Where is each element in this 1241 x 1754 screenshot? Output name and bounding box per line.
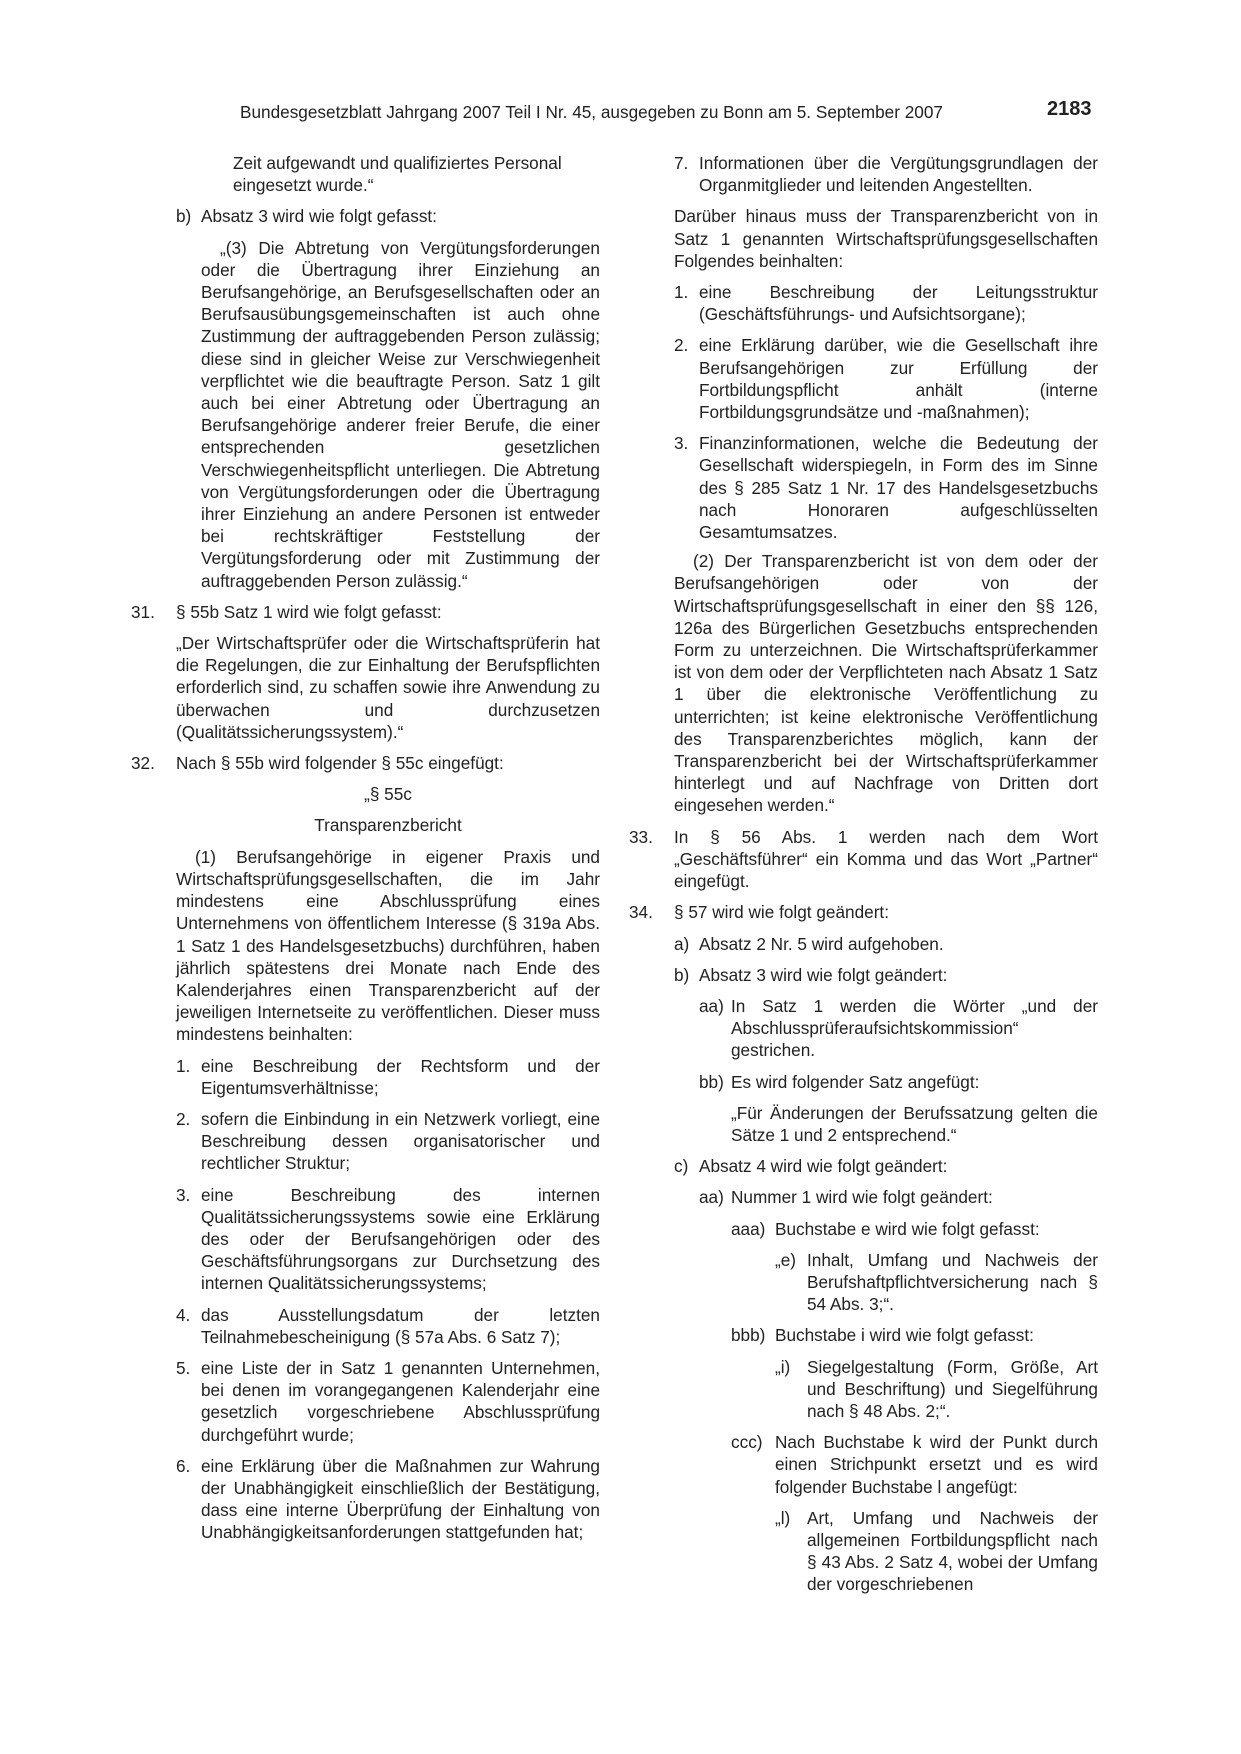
sub-item-bb xyxy=(674,1071,1098,1093)
item-text: Inhalt, Umfang und Nachweis der Berufshaftpflichtversicherung nach § 54 Abs. 3;“. xyxy=(807,1249,1098,1315)
list-number: 6. xyxy=(176,1455,191,1476)
continued-line: Zeit aufgewandt und qualifiziertes Personal xyxy=(233,153,562,173)
list-number: 3. xyxy=(176,1184,191,1205)
letter-l xyxy=(674,1507,1098,1596)
item-number: 32. xyxy=(131,753,155,774)
absatz-2: (2) Der Transparenzbericht ist von dem oder der Berufsangehörigen oder von der Wirtschaftsprüfungsgesellschaft in einer den §§ 126, 126a des Bürgerlichen Gesetzbuchs entsprechenden Form zu unterzeichnen. Die Wirtschaftsprüferkammer ist von dem oder der Verpflichteten nach Absatz 1 Satz 1 über die elektronische Veröffentlichung zu unterrichten; ist keine elektronische Veröffentlichung des Transparenzberichtes möglich, kann der Transparenzbericht bei der Wirtschaftsprüferkammer hinterlegt und auf Nachfrage von Dritten dort eingesehen werden.“ xyxy=(674,551,1098,816)
item-label: „l) xyxy=(775,1507,791,1528)
list-item xyxy=(674,281,1098,325)
list-number: 7. xyxy=(674,153,689,173)
item-text: Buchstabe i wird wie folgt gefasst: xyxy=(775,1325,1034,1346)
item-label: aa) xyxy=(699,1187,724,1208)
left-column xyxy=(131,152,600,1544)
list-item xyxy=(176,1055,600,1099)
item-text: Nach Buchstabe k wird der Punkt durch einen Strichpunkt ersetzt und es wird folgender Buchstabe l angefügt: xyxy=(775,1432,1098,1497)
transparency-list-left xyxy=(176,1055,600,1544)
item-label: b) xyxy=(176,206,192,227)
sub-item-aaa xyxy=(674,1218,1098,1240)
sub-item-c-aa xyxy=(674,1186,1098,1208)
item-31-quote: „Der Wirtschaftsprüfer oder die Wirtschaftsprüferin hat die Regelungen, die zur Einhaltung der Berufspflichten erforderlich sind, zu schaffen sowie ihre Anwendung zu überwachen und durchzusetzen (Qualitätssicherungssystem).“ xyxy=(176,633,600,742)
item-34 xyxy=(629,901,1098,923)
list-text: eine Liste der in Satz 1 genannten Unternehmen, bei denen im vorangegangenen Kalenderjahr eine gesetzlich vorgeschriebene Abschlussprüfung durchgeführt wurde; xyxy=(201,1357,600,1445)
page-number: 2183 xyxy=(1047,98,1092,120)
list-text: Informationen über die Vergütungsgrundlagen der Organmitglieder und leitenden Angestellten. xyxy=(699,153,1098,196)
list-number: 3. xyxy=(674,433,689,454)
section-subtitle: Transparenzbericht xyxy=(314,815,462,836)
list-text: Finanzinformationen, welche die Bedeutung der Gesellschaft widerspiegeln, in Form des im Sinne des § 285 Satz 1 Nr. 17 des Handelsgesetzbuchs nach Honoraren aufgeschlüsselten Gesamtumsatzes. xyxy=(699,433,1098,543)
item-label: a) xyxy=(674,933,690,954)
list-text: eine Beschreibung des internen Qualitätssicherungssystems sowie eine Erklärung des oder der Berufsangehörigen oder des Geschäftsführungsorgans zur Durchsetzung des internen Qualitätssicherungssystems; xyxy=(201,1184,600,1294)
sub-item-aa xyxy=(674,995,1098,1062)
list-number: 2. xyxy=(176,1108,191,1129)
list-text: eine Beschreibung der Leitungsstruktur (Geschäftsführungs- und Aufsichtsorgane); xyxy=(699,282,1098,325)
sub-item-a xyxy=(674,933,1098,955)
item-text: Absatz 3 wird wie folgt geändert: xyxy=(699,964,948,985)
item-label: „e) xyxy=(775,1249,797,1270)
item-text: In Satz 1 werden die Wörter „und der Abschlussprüferaufsichtskommission“ gestrichen. xyxy=(731,995,1098,1061)
item-label: aaa) xyxy=(731,1218,766,1239)
item-text: Art, Umfang und Nachweis der allgemeinen Fortbildungspflicht nach § 43 Abs. 2 Satz 4, wobei der Umfang der vorgeschriebenen xyxy=(807,1507,1098,1595)
transparency-list-right xyxy=(674,281,1098,543)
list-text: eine Erklärung darüber, wie die Gesellschaft ihre Berufsangehörigen zur Erfüllung der Fortbildungspflicht anhält (interne Fortbildungsgrundsätze und -maßnahmen); xyxy=(699,335,1098,423)
item-text: In § 56 Abs. 1 werden nach dem Wort „Geschäftsführer“ ein Komma und das Wort „Partner“ eingefügt. xyxy=(674,826,1098,892)
list-item xyxy=(176,1455,600,1544)
list-number: 2. xyxy=(674,335,689,356)
item-label: aa) xyxy=(699,995,724,1016)
item-text: Buchstabe e wird wie folgt gefasst: xyxy=(775,1218,1040,1239)
list-text: sofern die Einbindung in ein Netzwerk vorliegt, eine Beschreibung dessen organisatorischer und rechtlicher Struktur; xyxy=(201,1108,600,1174)
list-item-7 xyxy=(674,152,1098,196)
list-item xyxy=(176,1184,600,1295)
item-text: Absatz 3 wird wie folgt gefasst: xyxy=(201,206,437,227)
item-33 xyxy=(629,826,1098,893)
list-text: das Ausstellungsdatum der letzten Teilnahmebescheinigung (§ 57a Abs. 6 Satz 7); xyxy=(201,1304,600,1347)
item-label: bbb) xyxy=(731,1325,766,1346)
item-text: § 55b Satz 1 wird wie folgt gefasst: xyxy=(176,601,442,622)
item-text: Es wird folgender Satz angefügt: xyxy=(731,1071,980,1092)
item-32 xyxy=(131,752,600,774)
running-head: Bundesgesetzblatt Jahrgang 2007 Teil I Nr. 45, ausgegeben zu Bonn am 5. September 2007 xyxy=(240,102,943,122)
item-label: c) xyxy=(674,1156,689,1177)
continued-line: eingesetzt wurde.“ xyxy=(233,175,374,196)
sub-item-ccc xyxy=(674,1431,1098,1498)
right-column xyxy=(629,152,1098,1596)
item-text: § 57 wird wie folgt geändert: xyxy=(674,902,889,923)
list-number: 1. xyxy=(176,1055,191,1076)
letter-i xyxy=(674,1356,1098,1423)
item-number: 31. xyxy=(131,601,155,622)
list-item xyxy=(674,334,1098,423)
sub-item-c xyxy=(674,1155,1098,1177)
list-text: eine Beschreibung der Rechtsform und der Eigentumsverhältnisse; xyxy=(201,1055,600,1098)
list-item xyxy=(176,1304,600,1348)
letter-e xyxy=(674,1249,1098,1316)
sub-item-b xyxy=(176,205,600,227)
item-text: Absatz 4 wird wie folgt geändert: xyxy=(699,1156,948,1177)
item-text: Nach § 55b wird folgender § 55c eingefügt: xyxy=(176,753,504,774)
item-number: 33. xyxy=(629,826,653,847)
sub-item-bbb xyxy=(674,1324,1098,1346)
sub-item-b xyxy=(674,964,1098,986)
list-item xyxy=(674,432,1098,543)
item-text: Siegelgestaltung (Form, Größe, Art und Beschriftung) und Siegelführung nach § 48 Abs. 2;“. xyxy=(807,1356,1098,1421)
item-text: Absatz 2 Nr. 5 wird aufgehoben. xyxy=(699,933,944,954)
item-label: b) xyxy=(674,964,690,985)
list-item xyxy=(176,1357,600,1446)
item-label: ccc) xyxy=(731,1432,763,1453)
item-number: 34. xyxy=(629,902,653,923)
absatz-1: (1) Berufsangehörige in eigener Praxis und Wirtschaftsprüfungsgesellschaften, die im Jahr mindestens eine Abschlussprüfung eines Unternehmens von öffentlichem Interesse (§ 319a Abs. 1 Satz 1 des Handelsgesetzbuchs) durchführen, haben jährlich spätestens drei Monate nach Ende des Kalenderjahres einen Transparenzbericht auf der jeweiligen Internetseite zu veröffentlichen. Dieser muss mindestens beinhalten: xyxy=(176,846,600,1045)
bb-quote: „Für Änderungen der Berufssatzung gelten die Sätze 1 und 2 entsprechend.“ xyxy=(731,1102,1098,1145)
item-label: „i) xyxy=(775,1356,791,1377)
item-text: Nummer 1 wird wie folgt geändert: xyxy=(731,1187,993,1208)
item-label: bb) xyxy=(699,1071,724,1092)
list-text: eine Erklärung über die Maßnahmen zur Wahrung der Unabhängigkeit einschließlich der Bestätigung, dass eine interne Überprüfung der Einhaltung von Unabhängigkeitsanforderungen stattgefunden hat; xyxy=(201,1455,600,1543)
list-number: 4. xyxy=(176,1304,191,1325)
section-title: „§ 55c xyxy=(364,784,412,805)
list-number: 5. xyxy=(176,1357,191,1378)
item-31 xyxy=(131,601,600,623)
list-item xyxy=(176,1108,600,1175)
list-number: 1. xyxy=(674,282,689,303)
absatz-3-quote: „(3) Die Abtretung von Vergütungsforderungen oder die Übertragung ihrer Einziehung an Berufsangehörige, an Berufsgesellschaften oder an Berufsausübungsgemeinschaften ist auch ohne Zustimmung der auftraggebenden Person zulässig; diese sind in gleicher Weise zur Verschwiegenheit verpflichtet wie die beauftragte Person. Satz 1 gilt auch bei einer Abtretung oder Übertragung an Berufsangehörige anderer freier Berufe, die einer entsprechenden gesetzlichen Verschwiegenheitspflicht unterliegen. Die Abtretung von Vergütungsforderungen oder die Übertragung ihrer Einziehung an andere Personen ist entweder bei rechtskräftiger Feststellung der Vergütungsforderung oder mit Zustimmung der auftraggebenden Person zulässig.“ xyxy=(201,237,600,591)
additional-requirements: Darüber hinaus muss der Transparenzbericht von in Satz 1 genannten Wirtschaftsprüfungsgesellschaften Folgendes beinhalten: xyxy=(674,206,1098,271)
